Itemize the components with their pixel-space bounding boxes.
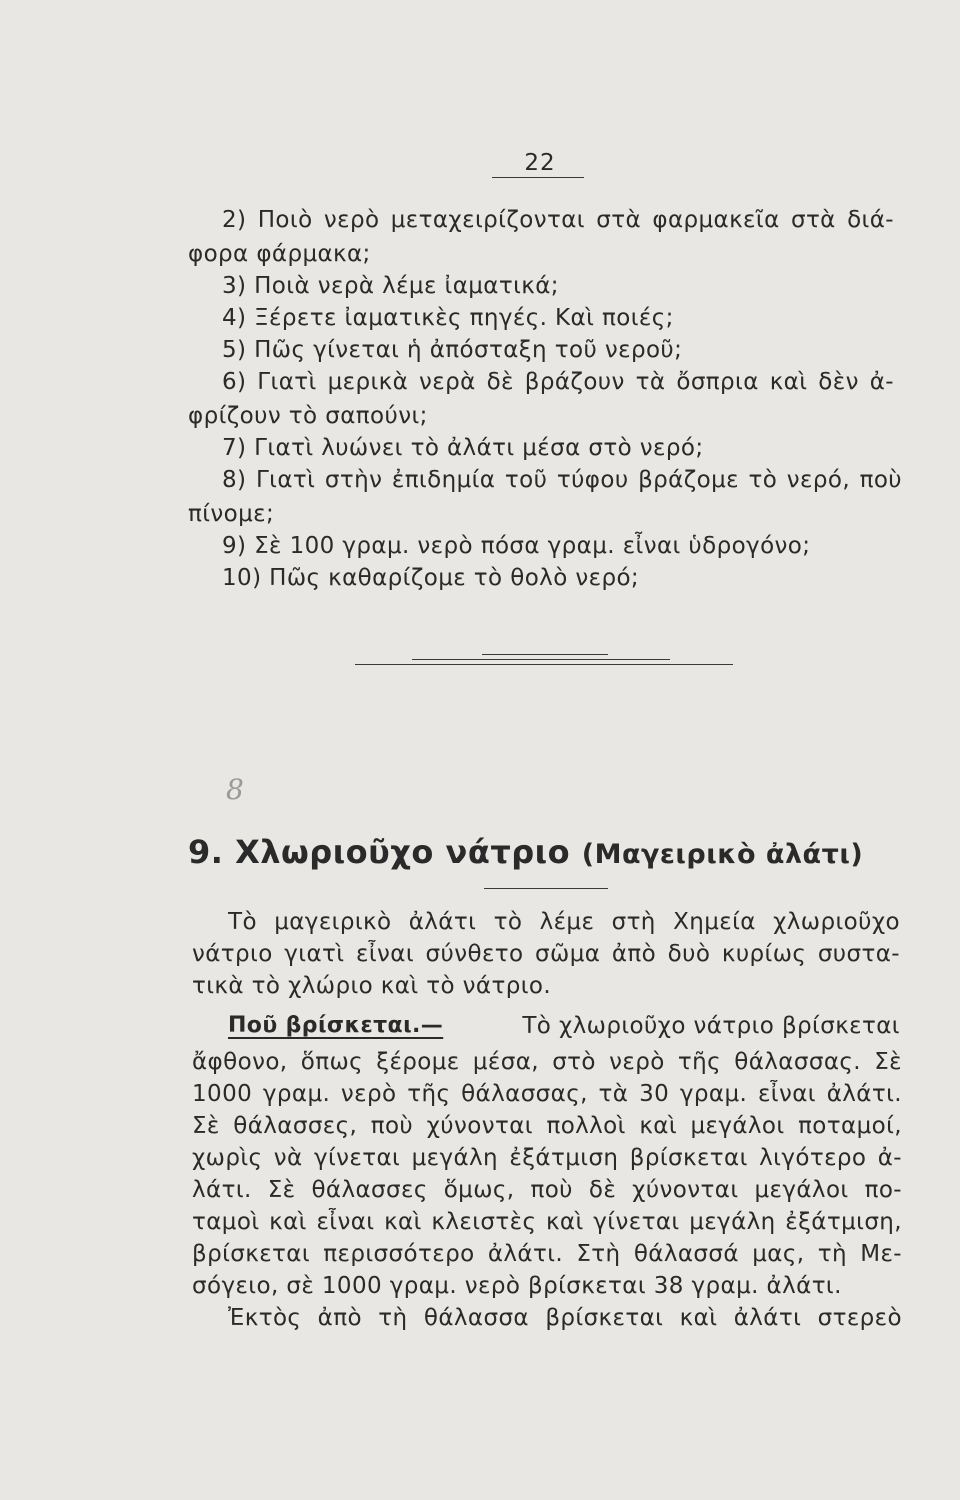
paragraph-line: τικὰ τὸ χλώριο καὶ τὸ νάτριο. — [192, 973, 552, 999]
question-line: 10) Πῶς καθαρίζομε τὸ θολὸ νερό; — [222, 565, 640, 591]
page-number: 22 — [524, 150, 556, 176]
paragraph-line: Τὸ μαγειρικὸ ἀλάτι τὸ λέμε στὴ Χημεία χλωριοῦχο — [228, 909, 900, 935]
paragraph-line: χωρὶς νὰ γίνεται μεγάλη ἐξάτμιση βρίσκεται λιγότερο ἀ- — [192, 1145, 902, 1171]
paragraph-line — [228, 1012, 900, 1040]
section-title: Χλωριοῦχο νάτριο — [235, 833, 571, 871]
section-heading — [188, 833, 863, 871]
question-line: πίνομε; — [188, 501, 275, 527]
separator-rule — [355, 664, 733, 665]
question-line: 9) Σὲ 100 γραμ. νερὸ πόσα γραμ. εἶναι ὑδρογόνο; — [222, 533, 811, 559]
question-line: φορα φάρμακα; — [188, 241, 371, 267]
question-line: 6) Γιατὶ μερικὰ νερὰ δὲ βράζουν τὰ ὄσπρια καὶ δὲν ἀ- — [222, 369, 894, 395]
paragraph-line: λάτι. Σὲ θάλασσες ὅμως, ποὺ δὲ χύνονται μεγάλοι πο- — [192, 1177, 902, 1203]
paragraph-text: Τὸ χλωριοῦχο νάτριο βρίσκεται — [522, 1013, 900, 1039]
separator-rule — [412, 659, 670, 660]
paragraph-line: βρίσκεται περισσότερο ἀλάτι. Στὴ θάλασσά μας, τὴ Με- — [192, 1241, 902, 1267]
paragraph-line: Σὲ θάλασσες, ποὺ χύνονται πολλοὶ καὶ μεγάλοι ποταμοί, — [192, 1113, 902, 1139]
paragraph-line: νάτριο γιατὶ εἶναι σύνθετο σῶμα ἀπὸ δυὸ κυρίως συστα- — [192, 941, 900, 967]
question-line: φρίζουν τὸ σαπούνι; — [188, 403, 428, 429]
section-subtitle: (Μαγειρικὸ ἀλάτι) — [581, 839, 864, 870]
heading-underline — [484, 888, 608, 889]
page-number-underline — [492, 177, 584, 178]
paragraph-line: ἄφθονο, ὅπως ξέρομε μέσα, στὸ νερὸ τῆς θάλασσας. Σὲ — [192, 1049, 902, 1075]
section-number: 9. — [188, 833, 224, 871]
handwritten-margin-note: 8 — [226, 773, 244, 806]
paragraph-line: ταμοὶ καὶ εἶναι καὶ κλειστὲς καὶ γίνεται μεγάλη ἐξάτμιση, — [192, 1209, 902, 1235]
question-line: 7) Γιατὶ λυώνει τὸ ἀλάτι μέσα στὸ νερό; — [222, 435, 704, 461]
separator-rule — [482, 654, 608, 655]
paragraph-line: Ἐκτὸς ἀπὸ τὴ θάλασσα βρίσκεται καὶ ἀλάτι στερεὸ — [228, 1305, 902, 1331]
paragraph-line: 1000 γραμ. νερὸ τῆς θάλασσας, τὰ 30 γραμ. εἶναι ἀλάτι. — [192, 1081, 902, 1107]
question-line: 5) Πῶς γίνεται ἡ ἀπόσταξη τοῦ νεροῦ; — [222, 337, 683, 363]
question-line: 4) Ξέρετε ἰαματικὲς πηγές. Καὶ ποιές; — [222, 305, 674, 331]
paragraph-line: σόγειο, σὲ 1000 γραμ. νερὸ βρίσκεται 38 γραμ. ἀλάτι. — [192, 1273, 842, 1299]
run-in-heading: Ποῦ βρίσκεται.— — [228, 1013, 444, 1038]
question-line: 2) Ποιὸ νερὸ μεταχειρίζονται στὰ φαρμακεῖα στὰ διά- — [222, 207, 894, 233]
question-line: 8) Γιατὶ στὴν ἐπιδημία τοῦ τύφου βράζομε τὸ νερό, ποὺ — [222, 467, 902, 493]
question-line: 3) Ποιὰ νερὰ λέμε ἰαματικά; — [222, 273, 559, 299]
